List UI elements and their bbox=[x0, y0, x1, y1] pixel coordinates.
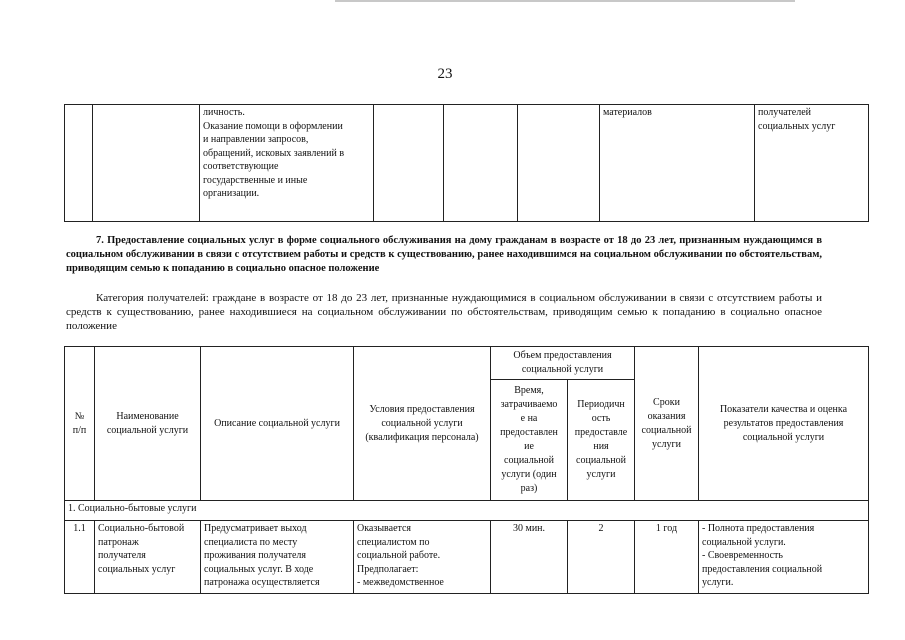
row-time: 30 мин. bbox=[491, 521, 568, 594]
description-line: обращений, исковых заявлений в bbox=[203, 147, 345, 159]
header-description: Описание социальной услуги bbox=[201, 347, 354, 501]
description-line: государственные и иные bbox=[203, 174, 308, 186]
number-cell bbox=[65, 105, 93, 222]
header-name: Наименование социальной услуги bbox=[95, 347, 201, 501]
row-description: Предусматривает выход специалиста по месту проживания получателя социальных услуг. В ходе патронажа осуществляется bbox=[201, 521, 354, 594]
row-number: 1.1 bbox=[65, 521, 95, 594]
row-name: Социально-бытовой патронаж получателя социальных услуг bbox=[95, 521, 201, 594]
row-conditions: Оказывается специалистом по социальной работе. Предполагает: - межведомственное bbox=[354, 521, 491, 594]
header-periodicity: Периодичн ость предоставле ния социальной услуги bbox=[568, 380, 635, 501]
description-line: личность. bbox=[203, 107, 245, 118]
row-term: 1 год bbox=[635, 521, 699, 594]
page-number: 23 bbox=[437, 66, 453, 82]
header-indicators: Показатели качества и оценка результатов предоставления социальной услуги bbox=[699, 347, 869, 501]
recipient-category: Категория получателей: граждане в возрасте от 18 до 23 лет, признанные нуждающимися в социальном обслуживании в связи с отсутствием работы и средств к существованию, ранее находившиеся на социальном обслуживании по обстоятельствам, приводящим семью к попаданию в социально опасное положение bbox=[66, 292, 822, 332]
description-line: организации. bbox=[203, 188, 260, 199]
continued-table bbox=[64, 104, 869, 222]
indicators-cell bbox=[755, 105, 869, 222]
table-row bbox=[65, 521, 869, 594]
header-terms: Сроки оказания социальной услуги bbox=[635, 347, 699, 501]
materials-cell: материалов bbox=[600, 105, 755, 222]
section-row bbox=[65, 501, 869, 521]
scan-edge-line bbox=[335, 0, 795, 2]
header-row bbox=[65, 347, 869, 380]
section-row-label: 1. Социально-бытовые услуги bbox=[65, 501, 869, 521]
indicators-line: социальных услуг bbox=[758, 120, 836, 132]
table-row bbox=[65, 105, 869, 222]
description-line: и направлении запросов, bbox=[203, 134, 309, 145]
description-line: Оказание помощи в оформлении bbox=[203, 120, 343, 132]
section-title: 7. Предоставление социальных услуг в форме социального обслуживания на дому гражданам в возрасте от 18 до 23 лет, признанным нуждающимся в социальном обслуживании в связи с отсутствием работы и средств к существованию, ранее находившимся на социальном обслуживании по обстоятельствам, приводящим семью к попаданию в социально опасное положение bbox=[66, 235, 822, 274]
row-indicators: - Полнота предоставления социальной услуги. - Своевременность предоставления социальной услуги. bbox=[699, 521, 869, 594]
empty-cell bbox=[444, 105, 518, 222]
empty-cell bbox=[518, 105, 600, 222]
services-table bbox=[64, 346, 869, 594]
header-volume: Объем предоставления социальной услуги bbox=[491, 347, 635, 380]
empty-cell bbox=[374, 105, 444, 222]
header-conditions: Условия предоставления социальной услуги (квалификация персонала) bbox=[354, 347, 491, 501]
header-time: Время, затрачиваемо е на предоставлен ие социальной услуги (один раз) bbox=[491, 380, 568, 501]
header-number: № п/п bbox=[65, 347, 95, 501]
description-line: соответствующие bbox=[203, 161, 279, 172]
description-cell bbox=[200, 105, 374, 222]
indicators-line: получателей bbox=[758, 107, 812, 118]
row-periodicity: 2 bbox=[568, 521, 635, 594]
name-cell bbox=[93, 105, 200, 222]
